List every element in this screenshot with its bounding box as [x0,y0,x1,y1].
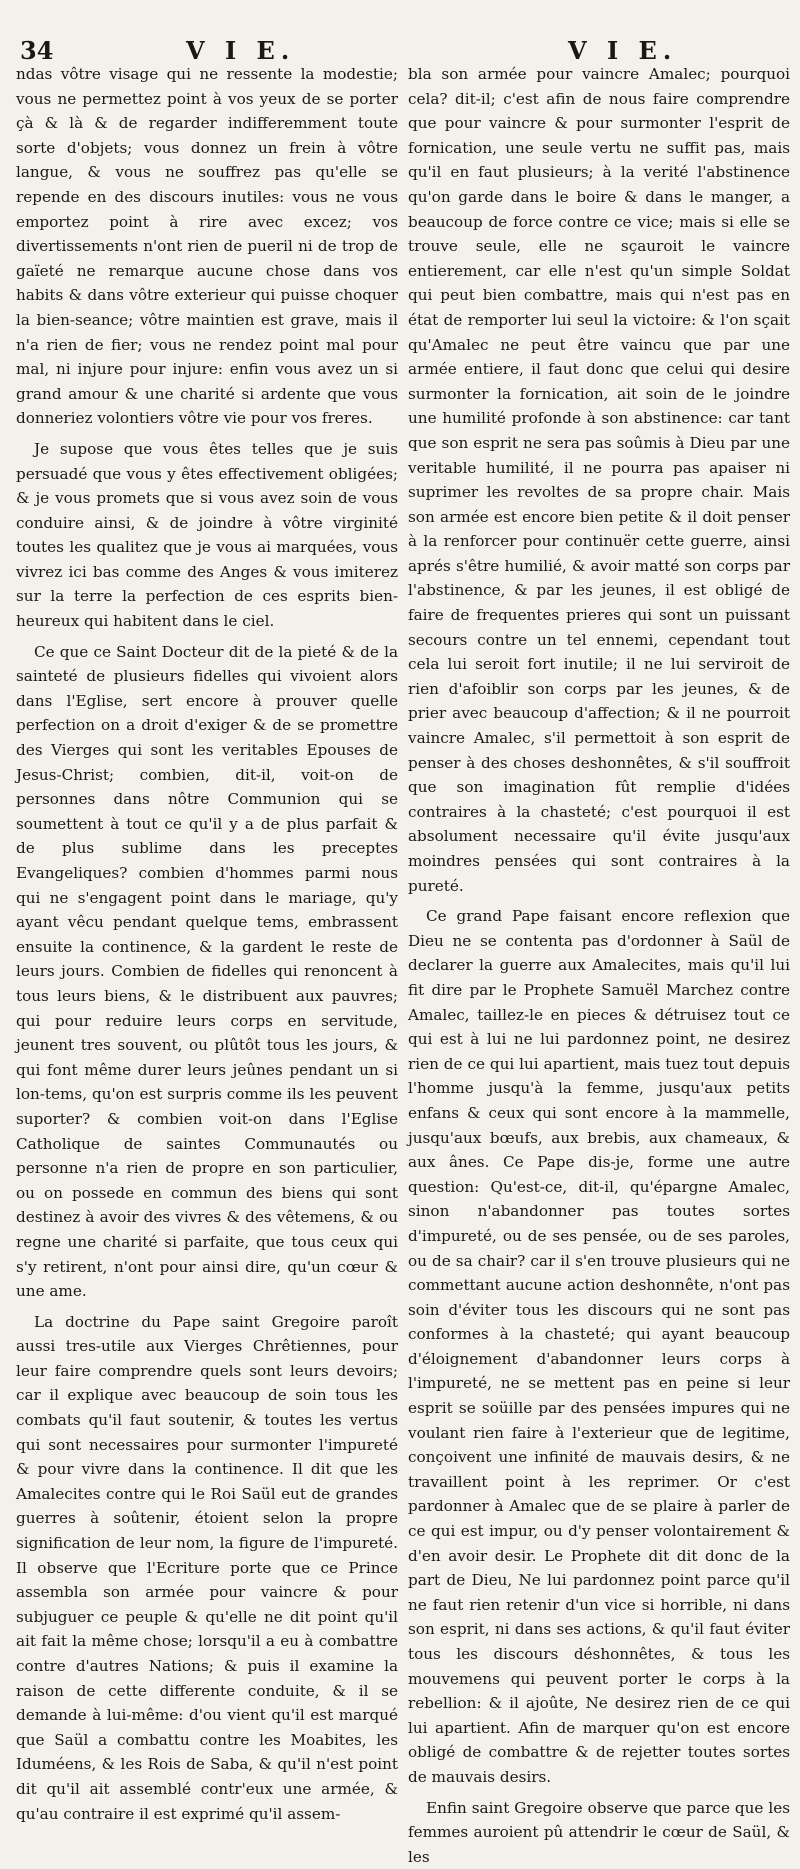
running-head-right: V I E. [568,36,678,65]
paragraph: Enfin saint Gregoire observe que parce que les femmes auroient pû attendrir le cœur de Saül, & les [408,1798,790,1866]
page-number: 34 [20,36,54,65]
paragraph: La doctrine du Pape saint Gregoire paroît aussi tres-utile aux Vierges Chrêtiennes, pour leur faire comprendre quels sont leurs devoirs; car il explique avec beaucoup de soin tous les combats qu'il faut soutenir, & toutes les vertus qui sont necessaires pour surmonter l'impureté & pour vivre dans la continence. Il dit que les Amalecites contre qui le Roi Saül eut de grandes guerres à soûtenir, étoient selon la propre signification de leur nom, la figure de l'impureté. Il observe que l'Ecriture porte que ce Prince assembla son armée pour vaincre & pour subjuguer ce peuple & qu'elle ne dit point qu'il ait fait la même chose; lorsqu'il a eu à combattre contre d'autres Nations; & puis il examine la raison de cette differente conduite, & il se demande à lui-même: d'ou vient qu'il est marqué que Saül a combattu contre les Moabites, les Iduméens, & les Rois de Saba, & qu'il n'est point dit qu'il ait assemblé contr'eux une armée, & qu'au contraire il est exprimé qu'il assem- [16,1312,398,1823]
paragraph: Ce que ce Saint Docteur dit de la pieté & de la sainteté de plusieurs fidelles qui vivoient alors dans l'Eglise, sert encore à prouver quelle perfection on a droit d'exiger & de se promettre des Vierges qui sont les veritables Epouses de Jesus-Christ; combien, dit-il, voit-on de personnes dans nôtre Communion qui se soumettent à tout ce qu'il y a de plus parfait & de plus sublime dans les preceptes Evangeliques? combien d'hommes parmi nous qui ne s'engagent point dans le mariage, qu'y ayant vêcu pendant quelque tems, embrassent ensuite la continence, & la gardent le reste de leurs jours. Combien de fidelles qui renoncent à tous leurs biens, & le distribuent aux pauvres; qui pour reduire leurs corps en servitude, jeunent tres souvent, ou plûtôt tous les jours, & qui font même durer leurs jeûnes pendant un si lon-tems, qu'on est surpris comme ils les peuvent suporter? & combien voit-on dans l'Eglise Catholique de saintes Communautés ou personne n'a rien de propre en son particulier, ou on possede en commun des biens qui sont destinez à avoir des vivres & des vêtemens, & ou regne une charité si parfaite, que tous ceux qui s'y retirent, n'ont pour ainsi dire, qu'un cœur & une ame. [16,642,398,1301]
text-columns [16,62,790,1866]
paragraph: Je supose que vous êtes telles que je suis persuadé que vous y êtes effectivement obligées; & je vous promets que si vous avez soin de vous conduire ainsi, & de joindre à vôtre virginité toutes les qualitez que je vous ai marquées, vous vivrez ici bas comme des Anges & vous imiterez sur la terre la perfection de ces esprits bien-heureux qui habitent dans le ciel. [16,439,398,631]
running-head-left: V I E. [186,36,296,65]
paragraph: Ce grand Pape faisant encore reflexion que Dieu ne se contenta pas d'ordonner à Saül de declarer la guerre aux Amalecites, mais qu'il lui fit dire par le Prophete Samuël Marchez contre Amalec, taillez-le en pieces & détruisez tout ce qui est à lui ne lui pardonnez point, ne desirez rien de ce qui lui apartient, mais tuez tout depuis l'homme jusqu'à la femme, jusqu'aux petits enfans & ceux qui sont encore à la mammelle, jusqu'aux bœufs, aux brebis, aux chameaux, & aux ânes. Ce Pape dis-je, forme une autre question: Qu'est-ce, dit-il, qu'épargne Amalec, sinon n'abandonner pas toutes sortes d'impureté, ou de ses pensée, ou de ses paroles, ou de sa chair? car il s'en trouve plusieurs qui ne commettant aucune action deshonnête, n'ont pas soin d'éviter tous les discours qui ne sont pas conformes à la chasteté; qui ayant beaucoup d'éloignement d'abandonner leurs corps à l'impureté, ne se mettent pas en peine si leur esprit se soüille par des pensées impures qui ne voulant rien faire à l'exterieur que de legitime, conçoivent une infinité de mauvais desirs, & ne travaillent point à les reprimer. Or c'est pardonner à Amalec que de se plaire à parler de ce qui est impur, ou d'y penser volontairement & d'en avoir desir. Le Prophete dit dit donc de la part de Dieu, Ne lui pardonnez point parce qu'il ne faut rien retenir d'un vice si horrible, ni dans son esprit, ni dans ses actions, & qu'il faut éviter tous les discours déshonnêtes, & tous les mouvemens qui peuvent porter le corps à la rebellion: & il ajoûte, Ne desirez rien de ce qui lui apartient. Afin de marquer qu'on est encore obligé de combattre & de rejetter toutes sortes de mauvais desirs. [408,907,790,1786]
page-header [16,26,790,65]
left-column [16,62,398,1823]
right-column [408,62,790,1866]
paragraph: bla son armée pour vaincre Amalec; pourquoi cela? dit-il; c'est afin de nous faire comprendre que pour vaincre & pour surmonter l'esprit de fornication, une seule vertu ne suffit pas, mais qu'il en faut plusieurs; à la verité l'abstinence qu'on garde dans le boire & dans le manger, a beaucoup de force contre ce vice; mais si elle se trouve seule, elle ne sçauroit le vaincre entierement, car elle n'est qu'un simple Soldat qui peut bien combattre, mais qui n'est pas en état de remporter lui seul la victoire: & l'on sçait qu'Amalec ne peut être vaincu que par une armée entiere, il faut donc que celui qui desire surmonter la fornication, ait soin de le joindre une humilité profonde à son abstinence: car tant que son esprit ne sera pas soûmis à Dieu par une veritable humilité, il ne pourra pas apaiser ni suprimer les revoltes de sa propre chair. Mais son armée est encore bien petite & il doit penser à la renforcer pour continuër cette guerre, ainsi aprés s'être humilié, & avoir matté son corps par l'abstinence, & par les jeunes, il est obligé de faire de frequentes prieres qui sont un puissant secours contre un tel ennemi, cependant tout cela lui seroit fort inutile; il ne lui serviroit de rien d'afoiblir son corps par les jeunes, & de prier avec beaucoup d'affection; & il ne pourroit vaincre Amalec, s'il permettoit à son esprit de penser à des choses deshonnêtes, & s'il souffroit que son imagination fût remplie d'idées contraires à la chasteté; c'est pourquoi il est absolument necessaire qu'il évite jusqu'aux moindres pensées qui sont contraires à la pureté. [408,65,790,895]
paragraph: ndas vôtre visage qui ne ressente la modestie; vous ne permettez point à vos yeux de se porter çà & là & de regarder indifferemment toute sorte d'objets; vous donnez un frein à vôtre langue, & vous ne souffrez pas qu'elle se repende en des discours inutiles: vous ne vous emportez point à rire avec excez; vos divertissements n'ont rien de pueril ni de trop de gaïeté ne remarque aucune chose dans vos habits & dans vôtre exterieur qui puisse choquer la bien-seance; vôtre maintien est grave, mais il n'a rien de fier; vous ne rendez point mal pour mal, ni injure pour injure: enfin vous avez un si grand amour & une charité si ardente que vous donneriez volontiers vôtre vie pour vos freres. [16,65,398,428]
